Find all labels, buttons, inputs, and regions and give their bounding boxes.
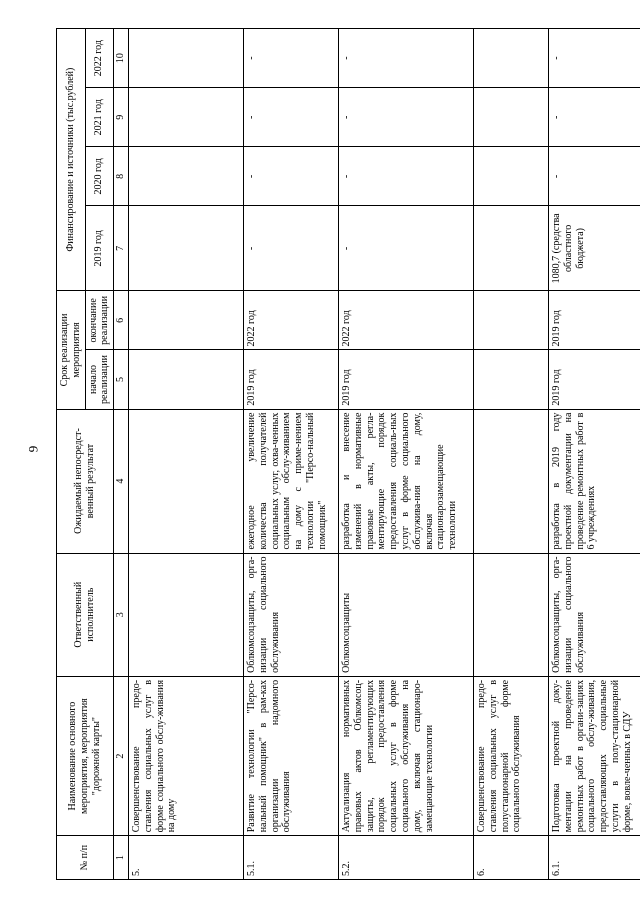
row-2022: - (548, 29, 640, 88)
row-result: разработка и внесение изменений в нормативные правовые акты, регла-ментирующие порядок предоставления социаль-ных услуг в форме социального обслужива-ния на дому, включая стационарозамещающие технологии (338, 409, 473, 553)
row-2022: - (338, 29, 473, 88)
row-end: 2022 год (243, 291, 338, 350)
row-num: 5.2. (338, 836, 473, 880)
row-result (473, 409, 548, 553)
row-num: 6.1. (548, 836, 640, 880)
header-row-1 (57, 29, 86, 880)
row-2019: - (338, 206, 473, 291)
col-number: 2 (114, 676, 129, 835)
row-2021: - (548, 88, 640, 147)
row-end: 2019 год (548, 291, 640, 350)
row-executor (128, 553, 243, 676)
col-number: 9 (114, 88, 129, 147)
row-result: разработка в 2019 году проектной документации на проведение ремонтных работ в 6 учреждениях (548, 409, 640, 553)
col-number: 7 (114, 206, 129, 291)
row-2019: - (243, 206, 338, 291)
header-result: Ожидаемый непосредст-венный результат (57, 409, 114, 553)
table-row (473, 29, 548, 880)
row-start: 2019 год (243, 350, 338, 409)
row-name: Совершенствование предо-ставления социальных услуг в полустационарной форме социального обслуживания (473, 676, 548, 835)
col-number: 10 (114, 29, 129, 88)
col-number: 6 (114, 291, 129, 350)
row-2019: 1080,7 (средства областного бюджета) (548, 206, 640, 291)
roadmap-table (56, 28, 640, 880)
row-name: Актуализация нормативных правовых актов Облкомсоц-защиты, регламентирующих порядок предоставления социальных услуг в форме социального обслуживания на дому, включая стационаро-замещающие технологии (338, 676, 473, 835)
column-number-row (114, 29, 129, 880)
table-row (243, 29, 338, 880)
col-number: 8 (114, 147, 129, 206)
row-2020: - (548, 147, 640, 206)
header-num: № п/п (57, 836, 114, 880)
row-executor: Облкомсоцзащиты (338, 553, 473, 676)
header-2022: 2022 год (85, 29, 114, 88)
row-start: 2019 год (548, 350, 640, 409)
table-row (128, 29, 243, 880)
header-2019: 2019 год (85, 206, 114, 291)
row-name: Развитие технологии "Персо-нальный помощник" в рам-ках организации надомного обслуживания (243, 676, 338, 835)
row-2022 (128, 29, 243, 88)
row-executor: Облкомсоцзащиты, орга-низации социального обслуживания (548, 553, 640, 676)
col-number: 1 (114, 836, 129, 880)
header-end: окончание реализации (85, 291, 114, 350)
row-start: 2019 год (338, 350, 473, 409)
row-num: 5. (128, 836, 243, 880)
row-2020 (473, 147, 548, 206)
header-start: начало реализации (85, 350, 114, 409)
row-2022 (473, 29, 548, 88)
row-result: ежегодное увеличение количества получателей социальных услуг, охва-ченных социальным обслу-живанием на дому с приме-нением технологии "Персо-нальный помощник" (243, 409, 338, 553)
row-end: 2022 год (338, 291, 473, 350)
row-start (473, 350, 548, 409)
header-2020: 2020 год (85, 147, 114, 206)
header-financing-group: Финансирование и источники (тыс.рублей) (57, 29, 86, 291)
row-end (473, 291, 548, 350)
col-number: 3 (114, 553, 129, 676)
row-2020: - (243, 147, 338, 206)
col-number: 5 (114, 350, 129, 409)
rotated-page (56, 28, 633, 880)
row-name: Совершенствование предо-ставления социальных услуг в форме социального обслу-живания на дому (128, 676, 243, 835)
row-num: 5.1. (243, 836, 338, 880)
table-row (548, 29, 640, 880)
table-row (338, 29, 473, 880)
row-end (128, 291, 243, 350)
row-name: Подготовка проектной доку-ментации на проведение ремонтных работ в органи-зациях социального обслу-живания, предоставляющих социальные услуги в полу-стационарной форме, вовле-ченных в СДУ (548, 676, 640, 835)
row-executor: Облкомсоцзащиты, орга-низации социального обслуживания (243, 553, 338, 676)
row-result (128, 409, 243, 553)
row-2019 (128, 206, 243, 291)
header-2021: 2021 год (85, 88, 114, 147)
row-2020 (128, 147, 243, 206)
row-2021: - (243, 88, 338, 147)
row-2021: - (338, 88, 473, 147)
row-2021 (128, 88, 243, 147)
row-start (128, 350, 243, 409)
row-2022: - (243, 29, 338, 88)
page-number: 9 (25, 445, 41, 453)
row-num: 6. (473, 836, 548, 880)
col-number: 4 (114, 409, 129, 553)
header-term-group: Срок реализации мероприятия (57, 291, 86, 409)
roadmap-sheet (56, 28, 633, 880)
header-name: Наименование основного мероприятия, мероприятия "дорожной карты" (57, 676, 114, 835)
row-2020: - (338, 147, 473, 206)
header-executor: Ответственный исполнитель (57, 553, 114, 676)
row-executor (473, 553, 548, 676)
row-2021 (473, 88, 548, 147)
row-2019 (473, 206, 548, 291)
